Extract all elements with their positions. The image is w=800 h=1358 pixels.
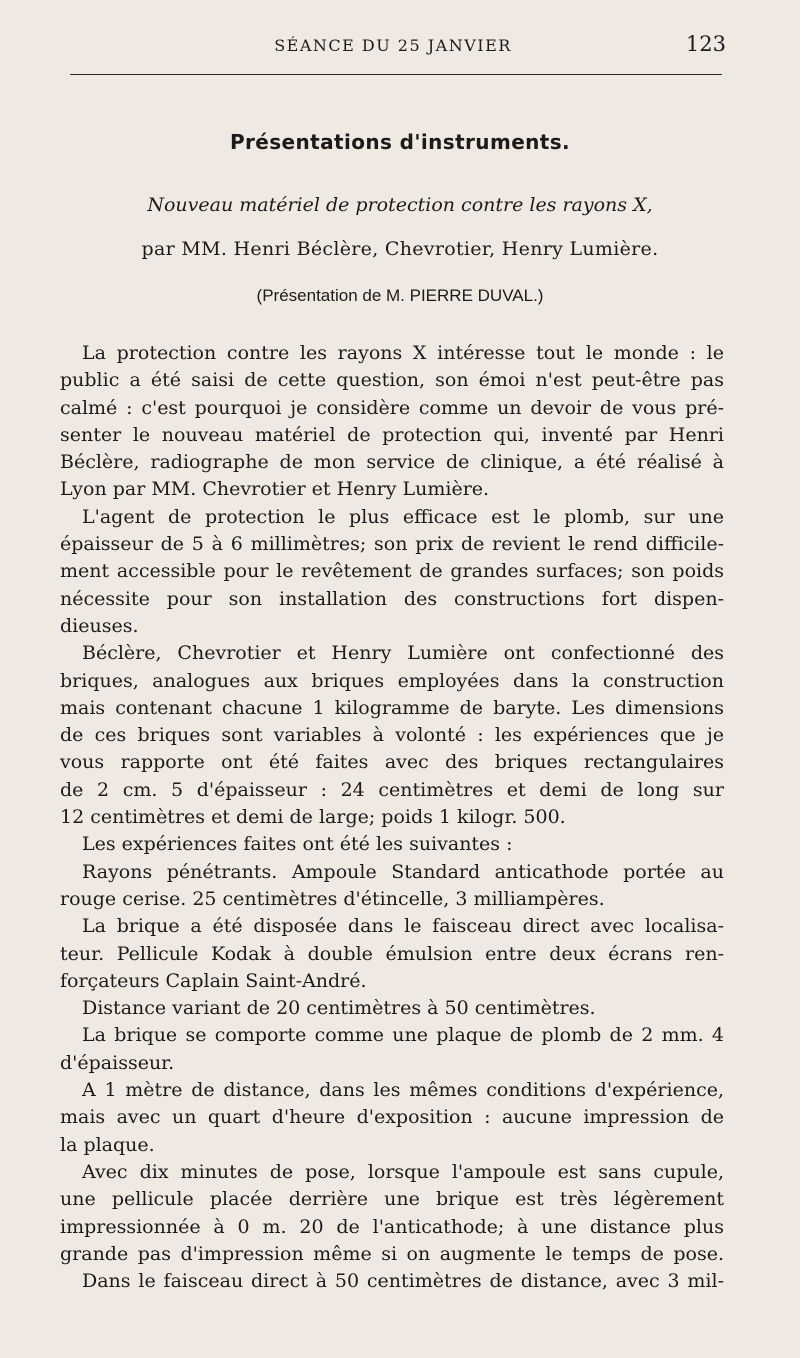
text-line: public a été saisi de cette question, son émoi n'est peut-être pas [60,369,724,392]
section-title: Présentations d'instruments. [229,130,571,154]
page-number: 123 [685,32,726,56]
text-line: mais contenant chacune 1 kilogramme de baryte. Les dimensions [60,696,724,719]
text-line: la plaque. [60,1133,155,1156]
body-text [60,340,724,1295]
text-line: briques, analogues aux briques employées dans la construction [60,669,724,692]
text-line: Distance variant de 20 centimètres à 50 centimètres. [82,997,596,1020]
running-head [60,32,726,60]
text-line: dieuses. [60,614,139,637]
text-line: A 1 mètre de distance, dans les mêmes conditions d'expérience, [82,1079,724,1102]
text-line: de ces briques sont variables à volonté : les expériences que je [60,724,724,747]
article-authors: par MM. Henri Béclère, Chevrotier, Henry Lumière. [141,238,659,260]
header-rule [70,74,722,75]
article-presenter: (Présentation de M. PIERRE DUVAL.) [256,286,544,305]
text-line: de 2 cm. 5 d'épaisseur : 24 centimètres et demi de long sur [60,778,724,801]
text-line: impressionnée à 0 m. 20 de l'anticathode; à une distance plus [60,1215,724,1238]
text-line: 12 centimètres et demi de large; poids 1 kilogr. 500. [60,806,566,829]
text-line: calmé : c'est pourquoi je considère comme un devoir de vous pré- [60,396,724,419]
text-line: Béclère, Chevrotier et Henry Lumière ont confectionné des [82,642,724,665]
text-line: L'agent de protection le plus efficace est le plomb, sur une [82,505,724,528]
text-line: nécessite pour son installation des constructions fort dispen- [60,587,724,610]
text-line: La protection contre les rayons X intéresse tout le monde : le [82,342,724,364]
running-title: SÉANCE DU 25 JANVIER [274,36,512,55]
article-title: Nouveau matériel de protection contre les rayons X, [147,194,653,216]
text-line: épaisseur de 5 à 6 millimètres; son prix de revient le rend difficile- [60,533,724,556]
text-line: Rayons pénétrants. Ampoule Standard anticathode portée au [82,860,724,883]
text-line: une pellicule placée derrière une brique est très légèrement [60,1188,724,1211]
text-line: La brique se comporte comme une plaque de plomb de 2 mm. 4 [82,1024,724,1047]
text-line: vous rapporte ont été faites avec des briques rectangulaires [60,751,724,774]
text-line: ment accessible pour le revêtement de grandes surfaces; son poids [60,560,724,583]
text-line: Béclère, radiographe de mon service de clinique, a été réalisé à [60,451,724,474]
text-line: mais avec un quart d'heure d'exposition : aucune impression de [60,1106,724,1129]
text-line: La brique a été disposée dans le faisceau direct avec localisa- [82,915,724,938]
text-line: Dans le faisceau direct à 50 centimètres de distance, avec 3 mil- [82,1270,724,1293]
text-line: Les expériences faites ont été les suivantes : [82,833,513,856]
text-line: d'épaisseur. [60,1051,175,1074]
text-line: teur. Pellicule Kodak à double émulsion entre deux écrans ren- [60,942,724,965]
text-line: Lyon par MM. Chevrotier et Henry Lumière. [60,478,490,501]
text-line: grande pas d'impression même si on augmente le temps de pose. [60,1242,724,1265]
text-line: senter le nouveau matériel de protection qui, inventé par Henri [60,423,724,446]
text-line: rouge cerise. 25 centimètres d'étincelle, 3 milliampères. [60,887,605,910]
text-line: forçateurs Caplain Saint-André. [60,969,367,992]
text-line: Avec dix minutes de pose, lorsque l'ampoule est sans cupule, [82,1160,724,1183]
